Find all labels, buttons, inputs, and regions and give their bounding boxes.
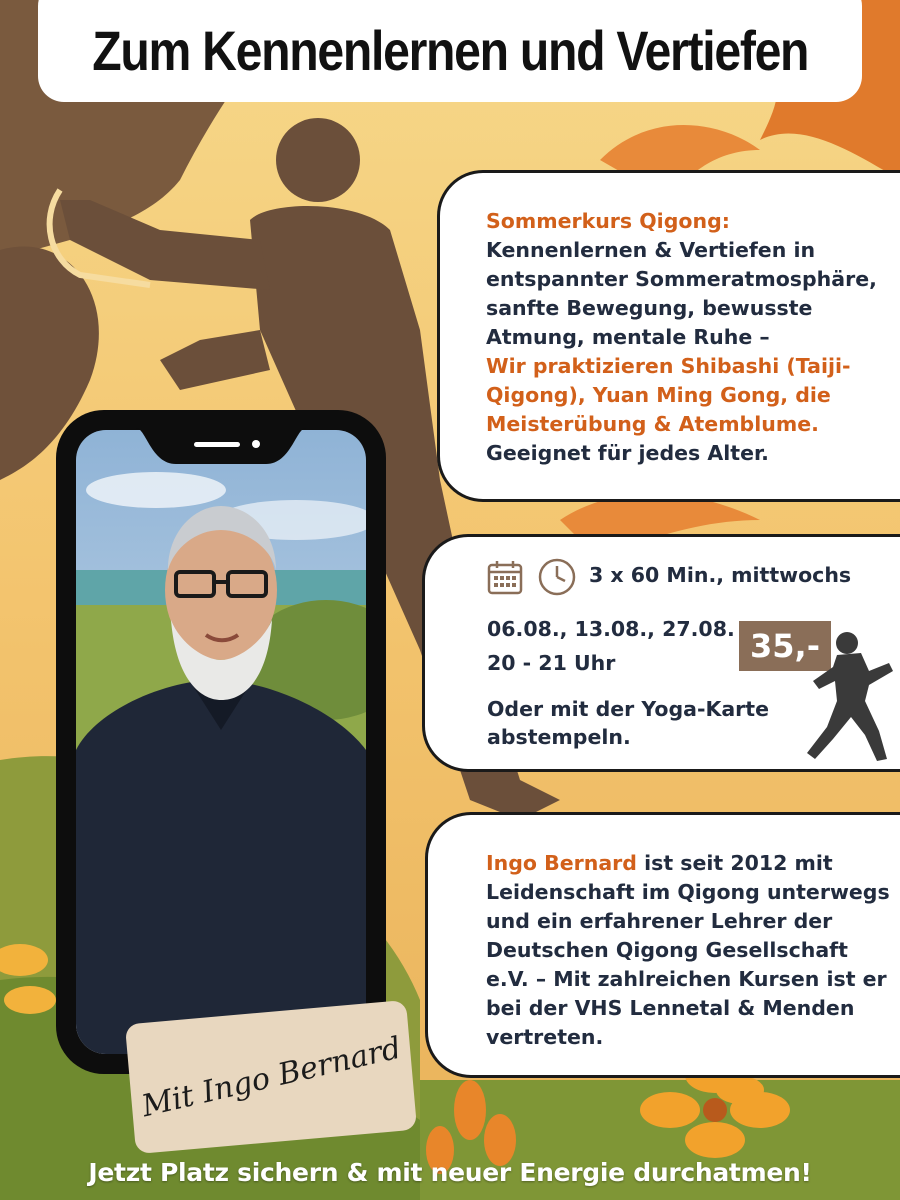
- signature-card: [125, 1000, 417, 1154]
- intro-heading: Sommerkurs Qigong:: [486, 209, 730, 233]
- schedule-card: [422, 534, 900, 772]
- page-title: Zum Kennenlernen und Vertiefen: [92, 18, 808, 82]
- bio-name: Ingo Bernard: [486, 851, 637, 875]
- intro-text: Kennenlernen & Vertiefen in entspannter Sommeratmosphäre, sanfte Bewegung, bewusste Atmung, mentale Ruhe –: [486, 238, 877, 349]
- intro-closing: Geeignet für jedes Alter.: [486, 441, 769, 465]
- bio-text: ist seit 2012 mit Leidenschaft im Qigong unterwegs und ein erfahrener Lehrer der Deutschen Qigong Gesellschaft e.V. – Mit zahlreichen Kursen ist er bei der VHS Lennetal & Menden vertreten.: [486, 851, 890, 1049]
- phone-notch: [136, 428, 306, 464]
- schedule-duration: 3 x 60 Min., mittwochs: [589, 563, 852, 587]
- title-banner: [38, 0, 862, 102]
- price-badge: 35,-: [739, 621, 831, 671]
- bio-card: [425, 812, 900, 1078]
- clock-icon: [537, 557, 577, 597]
- schedule-note: Oder mit der Yoga-Karte abstempeln.: [487, 697, 769, 749]
- calendar-icon: [487, 559, 523, 595]
- footer-slogan: Jetzt Platz sichern & mit neuer Energie durchatmen!: [88, 1158, 812, 1187]
- phone-frame: [56, 410, 386, 1074]
- portrait-photo: [76, 430, 366, 1054]
- intro-card: [437, 170, 900, 502]
- portrait-illustration: [76, 430, 366, 1054]
- schedule-time: 20 - 21 Uhr: [487, 651, 616, 675]
- intro-practice: Wir praktizieren Shibashi (Taiji-Qigong), Yuan Ming Gong, die Meisterübung & Atemblume.: [486, 354, 851, 436]
- signature: Mit Ingo Bernard: [138, 1030, 404, 1124]
- schedule-dates: 06.08., 13.08., 27.08.: [487, 617, 735, 641]
- qigong-figure-icon: [805, 631, 895, 765]
